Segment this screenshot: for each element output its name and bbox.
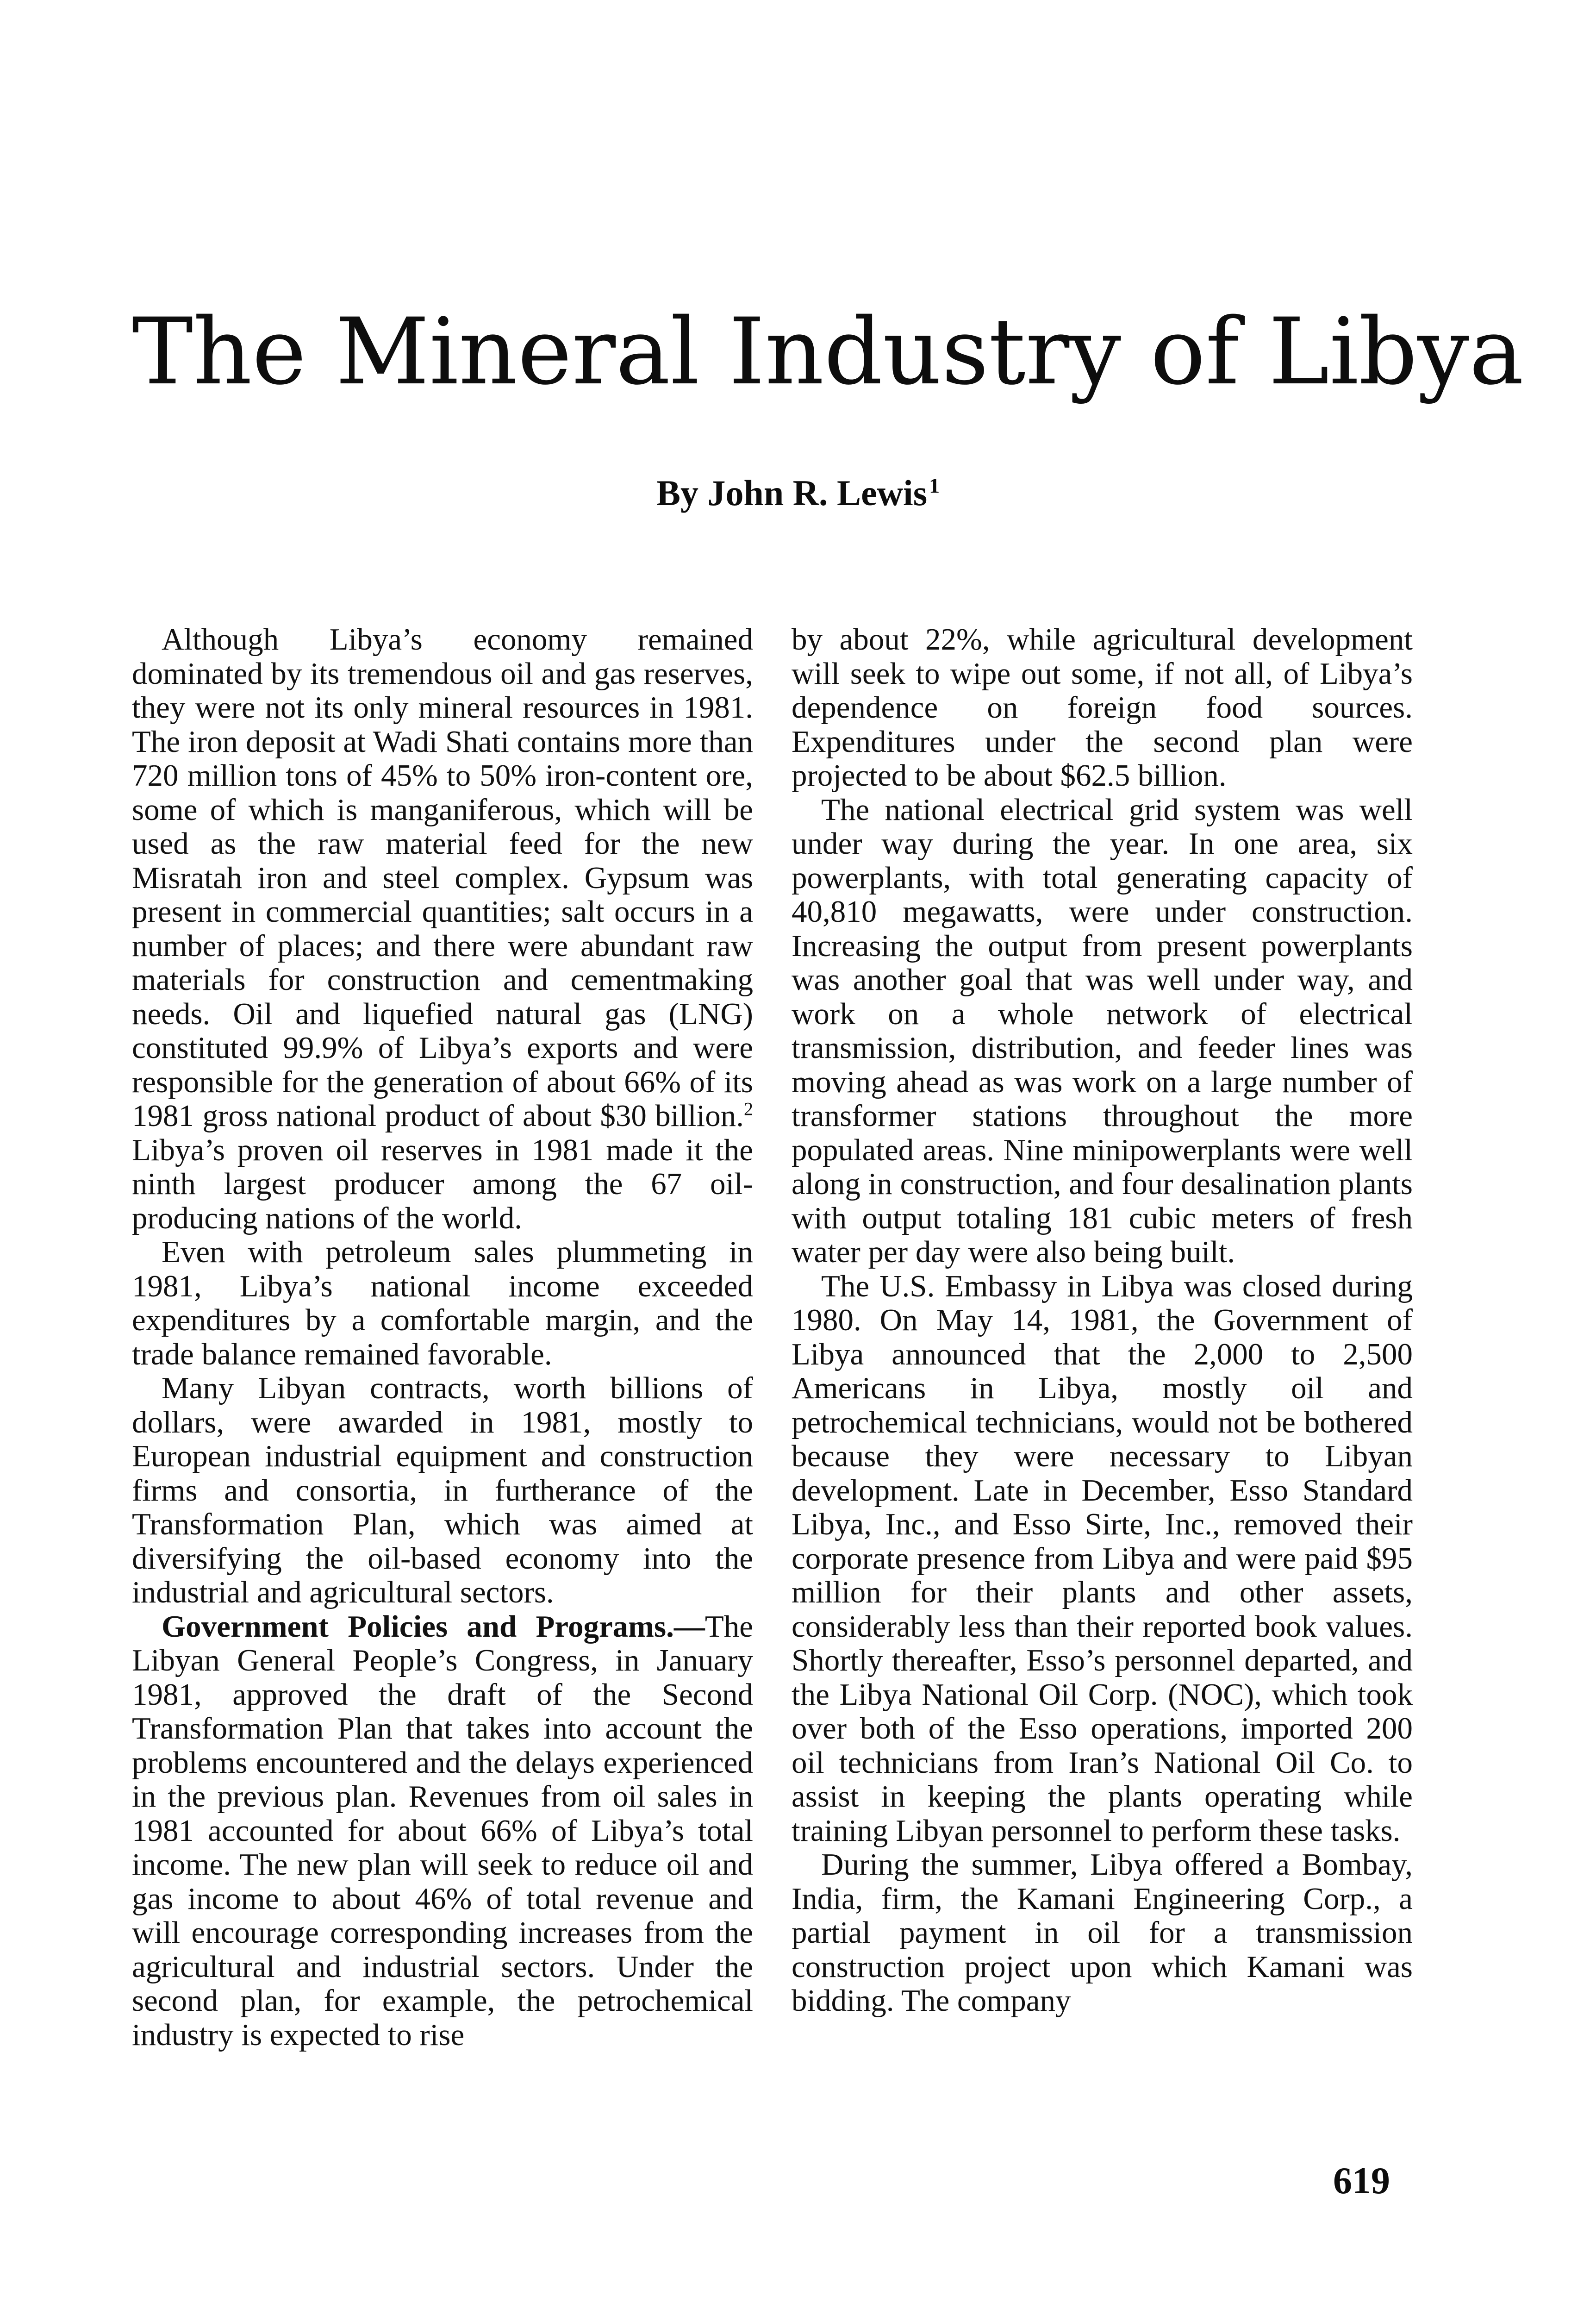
paragraph-kamani: During the summer, Libya offered a Bombay, India, firm, the Kamani Engineering Corp., a partial payment in oil for a transmission construction project upon which Kamani was bidding. The company [792, 1847, 1413, 2018]
paragraph-mineral-resources [132, 623, 753, 1235]
paragraph-text: Although Libya’s economy remained dominated by its tremendous oil and gas reserves, they were not its only mineral resources in 1981. The iron deposit at Wadi Shati contains more than 720 million tons of 45% to 50% iron-content ore, some of which is manganiferous, which will be used as the raw material feed for the new Misratah iron and steel complex. Gypsum was present in commercial quantities; salt occurs in a number of places; and there were abundant raw materials for construction and cementmaking needs. Oil and liquefied natural gas (LNG) constituted 99.9% of Libya’s exports and were responsible for the generation of about 66% of its 1981 gross national product of about $30 billion. [132, 622, 753, 1133]
page-title: The Mineral Industry of Libya [132, 298, 1524, 405]
left-column [132, 623, 753, 2052]
right-column [792, 623, 1413, 2018]
paragraph-text: Libya’s proven oil reserves in 1981 made it the ninth largest producer among the 67 oil-producing nations of the world. [132, 1132, 753, 1235]
section-heading: Government Policies and Programs.— [162, 1609, 705, 1644]
paragraph-us-embassy: The U.S. Embassy in Libya was closed during 1980. On May 14, 1981, the Government of Libya announced that the 2,000 to 2,500 Americans in Libya, mostly oil and petrochemical technicians, would not be bothered because they were necessary to Libyan development. Late in December, Esso Standard Libya, Inc., and Esso Sirte, Inc., removed their corporate presence from Libya and were paid $95 million for their plants and other assets, considerably less than their reported book values. Shortly thereafter, Esso’s personnel departed, and the Libya National Oil Corp. (NOC), which took over both of the Esso operations, imported 200 oil technicians from Iran’s National Oil Co. to assist in keeping the plants operating while training Libyan personnel to perform these tasks. [792, 1269, 1413, 1848]
byline [0, 468, 1596, 519]
page-number: 619 [1333, 2159, 1390, 2202]
paragraph-contracts: Many Libyan contracts, worth billions of dollars, were awarded in 1981, mostly to European industrial equipment and construction firms and consortia, in furtherance of the Transformation Plan, which was aimed at diversifying the oil-based economy into the industrial and agricultural sectors. [132, 1371, 753, 1609]
paragraph-government-policies [132, 1610, 753, 2052]
paragraph-plan-continued: by about 22%, while agricultural development will seek to wipe out some, if not all, of Libya’s dependence on foreign food sources. Expenditures under the second plan were projected to be about $62.5 billion. [792, 622, 1413, 793]
footnote-marker[interactable]: 1 [929, 474, 940, 497]
paragraph-text: The Libyan General People’s Congress, in January 1981, approved the draft of the Second Transformation Plan that takes into account the problems encountered and the delays experienced in the previous plan. Revenues from oil sales in 1981 accounted for about 66% of Libya’s total income. The new plan will seek to reduce oil and gas income to about 46% of total revenue and will encourage corresponding increases from the agricultural and industrial sectors. Under the second plan, for example, the petrochemical industry is expected to rise [132, 1609, 753, 2052]
paragraph-national-income: Even with petroleum sales plummeting in 1981, Libya’s national income exceeded expenditures by a comfortable margin, and the trade balance remained favorable. [132, 1235, 753, 1371]
paragraph-electrical-grid: The national electrical grid system was well under way during the year. In one area, six powerplants, with total generating capacity of 40,810 megawatts, were under construction. Increasing the output from present powerplants was another goal that was well under way, and work on a whole network of electrical transmission, distribution, and feeder lines was moving ahead as was work on a large number of transformer stations throughout the more populated areas. Nine minipowerplants were well along in construction, and four desalination plants with output totaling 181 cubic meters of fresh water per day were also being built. [792, 792, 1413, 1269]
footnote-marker[interactable]: 2 [744, 1098, 753, 1120]
author-name: By John R. Lewis [656, 473, 928, 513]
